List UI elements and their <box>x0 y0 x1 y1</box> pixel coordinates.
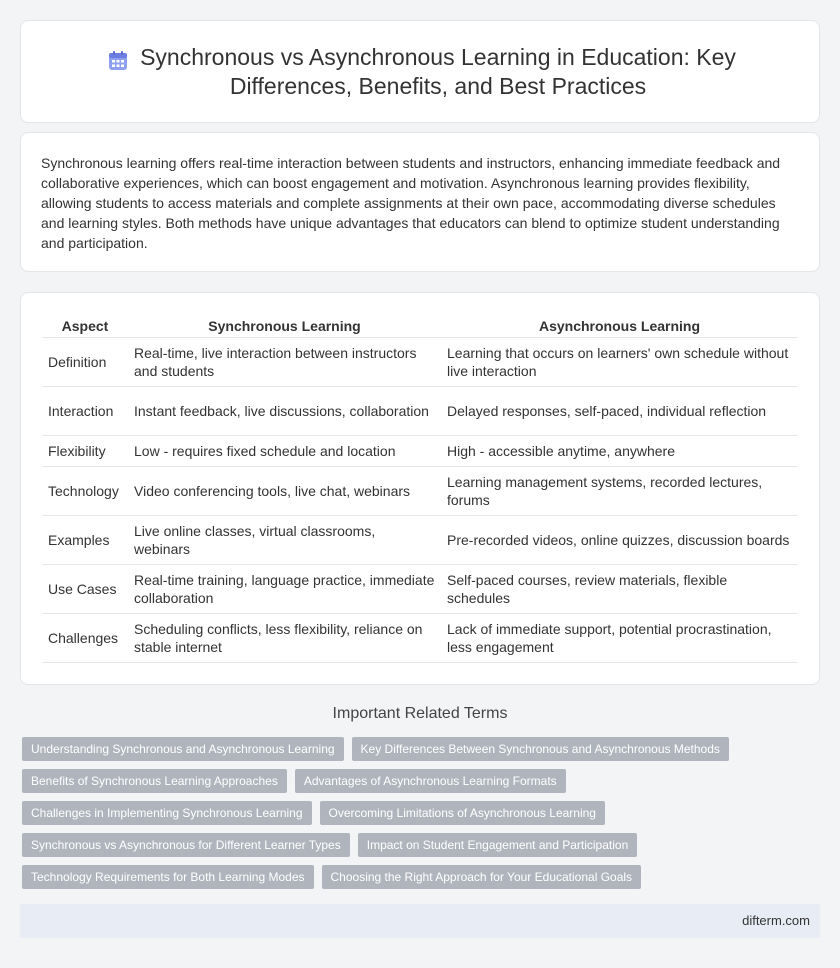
table-cell-aspect: Flexibility <box>42 435 128 466</box>
table-cell-aspect: Technology <box>42 466 128 515</box>
related-terms-heading: Important Related Terms <box>332 705 508 722</box>
table-cell-synchronous: Scheduling conflicts, less flexibility, reliance on stable internet <box>128 613 441 662</box>
table-cell-aspect: Use Cases <box>42 564 128 613</box>
table-row <box>42 564 798 613</box>
title-wrap <box>80 43 760 101</box>
column-header-synchronous: Synchronous Learning <box>128 313 441 337</box>
table-cell-asynchronous: Learning that occurs on learners' own schedule without live interaction <box>441 337 798 386</box>
column-header-asynchronous: Asynchronous Learning <box>441 313 798 337</box>
tag-row <box>22 865 812 889</box>
related-term-tag[interactable]: Key Differences Between Synchronous and Asynchronous Methods <box>352 737 729 761</box>
table-row <box>42 613 798 662</box>
related-term-tag[interactable]: Understanding Synchronous and Asynchronous Learning <box>22 737 344 761</box>
table-cell-synchronous: Live online classes, virtual classrooms, webinars <box>128 515 441 564</box>
table-cell-aspect: Interaction <box>42 386 128 435</box>
table-cell-asynchronous: High - accessible anytime, anywhere <box>441 435 798 466</box>
table-cell-asynchronous: Pre-recorded videos, online quizzes, discussion boards <box>441 515 798 564</box>
tag-row <box>22 833 812 857</box>
table-cell-aspect: Examples <box>42 515 128 564</box>
table-cell-synchronous: Real-time training, language practice, immediate collaboration <box>128 564 441 613</box>
tag-row <box>22 801 812 825</box>
footer-brand[interactable]: difterm.com <box>742 913 810 928</box>
related-term-tag[interactable]: Challenges in Implementing Synchronous Learning <box>22 801 312 825</box>
table-cell-aspect: Definition <box>42 337 128 386</box>
table-row <box>42 435 798 466</box>
page-title: Synchronous vs Asynchronous Learning in Education: Key Differences, Benefits, and Best Practices <box>140 43 736 99</box>
table-cell-aspect: Challenges <box>42 613 128 662</box>
header-card <box>20 20 820 123</box>
table-cell-asynchronous: Delayed responses, self-paced, individual reflection <box>441 386 798 435</box>
intro-paragraph: Synchronous learning offers real-time interaction between students and instructors, enhancing immediate feedback and collaborative experiences, which can boost engagement and motivation. Asynchronous learning provides flexibility, allowing students to access materials and complete assignments at their own pace, accommodating diverse schedules and learning styles. Both methods have unique advantages that educators can blend to optimize student understanding and participation. <box>41 155 781 251</box>
table-cell-asynchronous: Lack of immediate support, potential procrastination, less engagement <box>441 613 798 662</box>
related-term-tag[interactable]: Choosing the Right Approach for Your Educational Goals <box>322 865 642 889</box>
comparison-table-card <box>20 292 820 685</box>
related-term-tag[interactable]: Synchronous vs Asynchronous for Different Learner Types <box>22 833 350 857</box>
table-row <box>42 466 798 515</box>
table-cell-synchronous: Instant feedback, live discussions, collaboration <box>128 386 441 435</box>
table-row <box>42 386 798 435</box>
table-row <box>42 337 798 386</box>
tag-row <box>22 737 812 761</box>
table-cell-synchronous: Video conferencing tools, live chat, webinars <box>128 466 441 515</box>
footer <box>20 904 820 938</box>
comparison-table <box>42 313 798 663</box>
related-term-tag[interactable]: Overcoming Limitations of Asynchronous Learning <box>320 801 605 825</box>
intro-card <box>20 132 820 272</box>
related-term-tag[interactable]: Technology Requirements for Both Learning Modes <box>22 865 314 889</box>
related-terms-list <box>22 737 812 897</box>
table-cell-asynchronous: Self-paced courses, review materials, flexible schedules <box>441 564 798 613</box>
table-row <box>42 515 798 564</box>
table-cell-synchronous: Low - requires fixed schedule and location <box>128 435 441 466</box>
table-cell-asynchronous: Learning management systems, recorded lectures, forums <box>441 466 798 515</box>
tag-row <box>22 769 812 793</box>
column-header-aspect: Aspect <box>42 313 128 337</box>
calendar-grid-icon <box>106 49 130 73</box>
related-term-tag[interactable]: Impact on Student Engagement and Participation <box>358 833 638 857</box>
related-term-tag[interactable]: Benefits of Synchronous Learning Approaches <box>22 769 287 793</box>
related-term-tag[interactable]: Advantages of Asynchronous Learning Formats <box>295 769 566 793</box>
table-cell-synchronous: Real-time, live interaction between instructors and students <box>128 337 441 386</box>
table-header-row <box>42 313 798 337</box>
